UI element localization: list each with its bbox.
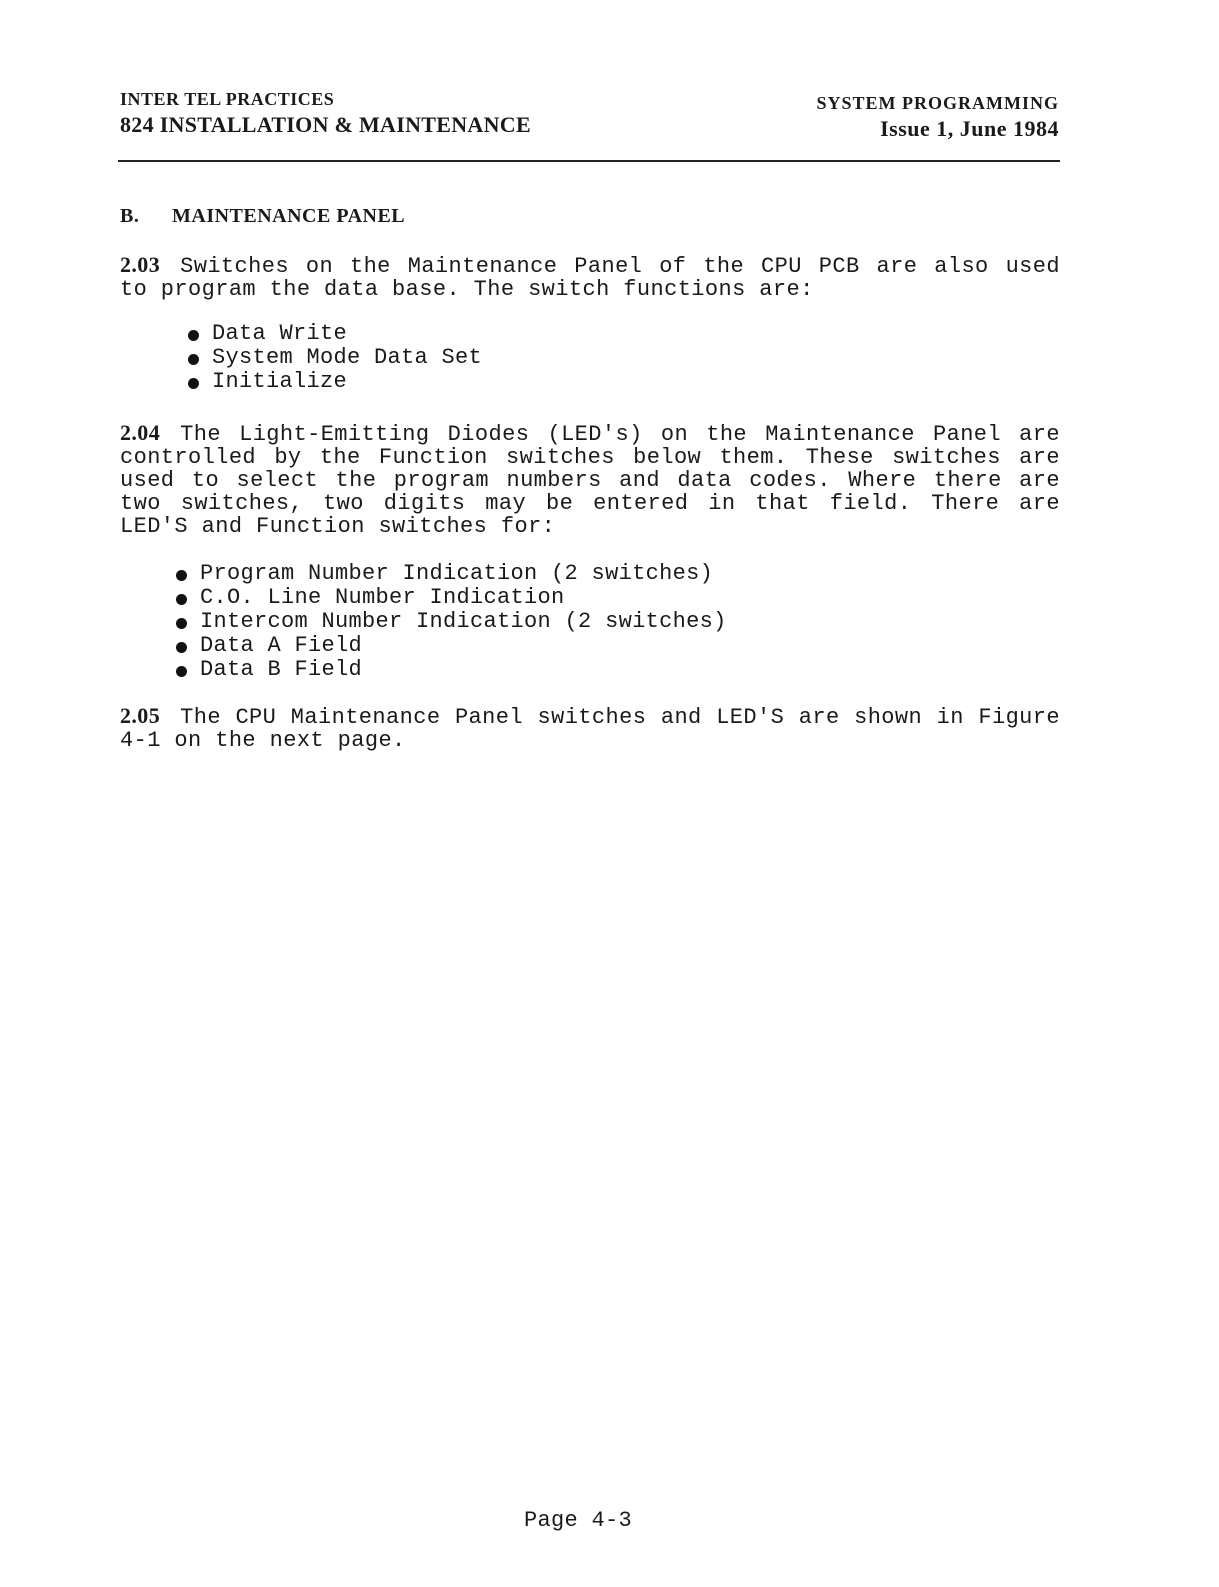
list-item: System Mode Data Set <box>186 346 482 370</box>
list-item: Intercom Number Indication (2 switches) <box>174 610 727 634</box>
paragraph-2-05 <box>120 704 1060 752</box>
list-item: Data B Field <box>174 658 727 682</box>
paragraph-2-04 <box>120 421 1060 538</box>
paragraph-number: 2.03 <box>120 252 161 277</box>
paragraph-number: 2.04 <box>120 420 161 445</box>
section-title: MAINTENANCE PANEL <box>172 205 406 227</box>
indication-list <box>174 562 727 682</box>
page-number: Page 4-3 <box>524 1508 633 1533</box>
paragraph-text: The Light-Emitting Diodes (LED's) on the Maintenance Panel are controlled by the Function switches below them. These switches are used to select the program numbers and data codes. Where there are two switches, two digits may be entered in that field. There are LED'S and Function switches for: <box>120 422 1060 539</box>
header-right <box>817 90 1060 142</box>
paragraph-text: The CPU Maintenance Panel switches and LED'S are shown in Figure 4-1 on the next page. <box>120 705 1060 753</box>
switch-function-list <box>186 322 482 394</box>
list-item: Program Number Indication (2 switches) <box>174 562 727 586</box>
header-manual-title: 824 INSTALLATION & MAINTENANCE <box>120 112 531 137</box>
section-heading <box>120 205 405 228</box>
list-item: C.O. Line Number Indication <box>174 586 727 610</box>
paragraph-number: 2.05 <box>120 703 161 728</box>
header-section-name: SYSTEM PROGRAMMING <box>816 93 1059 113</box>
list-item: Data A Field <box>174 634 727 658</box>
header-issue-date: Issue 1, June 1984 <box>880 116 1059 141</box>
paragraph-2-03 <box>120 253 1060 301</box>
header-left <box>120 86 531 138</box>
list-item: Initialize <box>186 370 482 394</box>
section-letter: B. <box>120 205 140 227</box>
paragraph-text: Switches on the Maintenance Panel of the CPU PCB are also used to program the data base. The switch functions are: <box>120 254 1060 302</box>
header-divider <box>118 160 1060 162</box>
list-item: Data Write <box>186 322 482 346</box>
header-practices: INTER TEL PRACTICES <box>120 89 335 109</box>
